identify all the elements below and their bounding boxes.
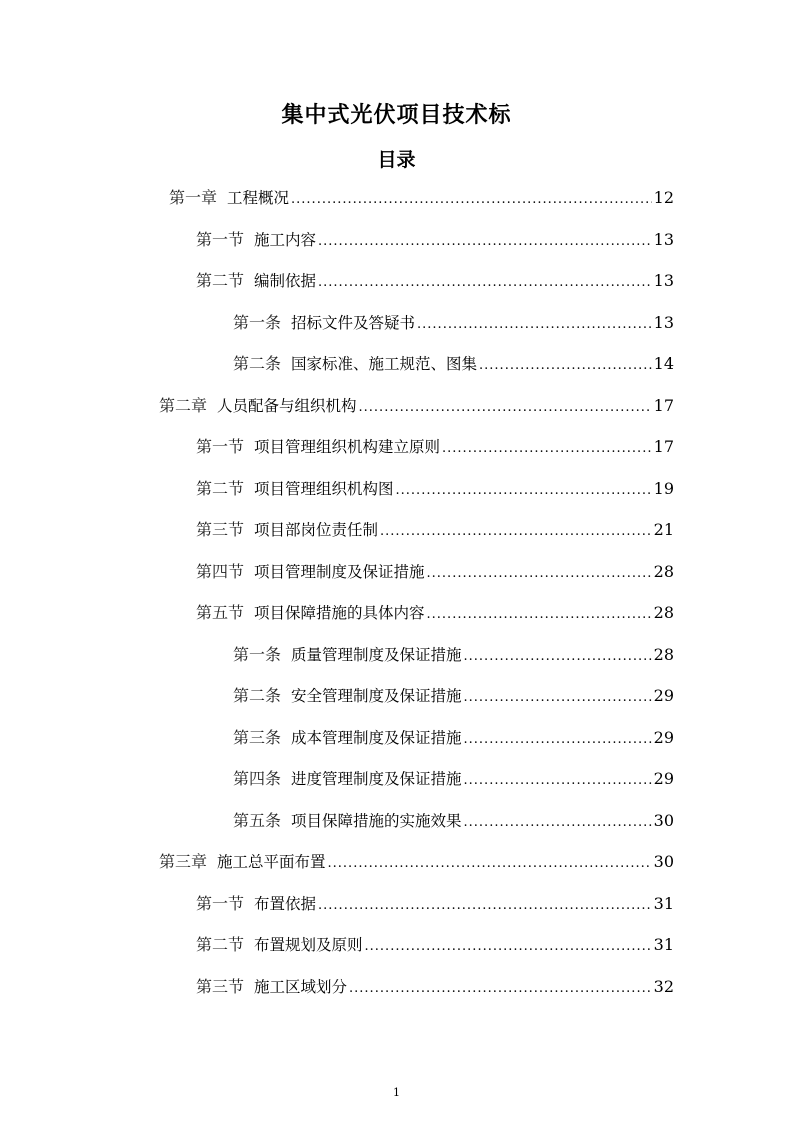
toc-entry-page: 13 — [653, 230, 674, 249]
toc-entry[interactable] — [196, 269, 674, 291]
toc-entry[interactable] — [233, 311, 674, 333]
toc-entry[interactable] — [196, 975, 674, 997]
toc-entry-page: 17 — [653, 437, 674, 456]
toc-leader-dots — [464, 815, 652, 831]
toc-leader-dots — [417, 317, 652, 333]
toc-entry[interactable] — [196, 933, 674, 955]
toc-leader-dots — [291, 192, 652, 208]
toc-entry-page: 29 — [653, 769, 674, 788]
toc-entry-title: 进度管理制度及保证措施 — [291, 770, 462, 788]
toc-entry-number: 第五条 — [233, 811, 282, 830]
toc-entry-number: 第二节 — [196, 935, 245, 954]
toc-leader-dots — [479, 358, 652, 374]
toc-entry[interactable] — [196, 518, 674, 540]
toc-entry-page: 32 — [653, 977, 674, 996]
toc-entry-number: 第二节 — [196, 271, 245, 290]
toc-entry[interactable] — [159, 394, 674, 416]
toc-entry[interactable] — [233, 809, 674, 831]
toc-entry-number: 第二条 — [233, 354, 282, 373]
toc-entry-page: 28 — [653, 562, 674, 581]
toc-entry-title: 质量管理制度及保证措施 — [291, 646, 462, 664]
toc-entry[interactable] — [196, 477, 674, 499]
toc-entry-number: 第一节 — [196, 437, 245, 456]
toc-entry-page: 12 — [653, 188, 674, 207]
toc-entry-page: 28 — [653, 645, 674, 664]
toc-entry-title: 布置依据 — [254, 895, 317, 913]
toc-leader-dots — [464, 773, 652, 789]
toc-entry-title: 招标文件及答疑书 — [291, 314, 416, 332]
page-title: 集中式光伏项目技术标 — [281, 103, 512, 128]
toc-entry[interactable] — [196, 601, 674, 623]
toc-entry-title: 编制依据 — [254, 272, 317, 290]
toc-leader-dots — [427, 566, 652, 582]
toc-entry[interactable] — [233, 352, 674, 374]
toc-entry-number: 第一条 — [233, 645, 282, 664]
toc-entry-page: 28 — [653, 603, 674, 622]
toc-entry-page: 17 — [653, 396, 674, 415]
toc-entry-title: 成本管理制度及保证措施 — [291, 729, 462, 747]
toc-entry-title: 项目管理制度及保证措施 — [254, 563, 425, 581]
toc-leader-dots — [396, 483, 652, 499]
toc-entry-title: 项目管理组织机构图 — [254, 480, 394, 498]
toc-leader-dots — [318, 898, 652, 914]
toc-leader-dots — [359, 400, 652, 416]
toc-entry-number: 第二条 — [233, 686, 282, 705]
toc-entry-page: 13 — [653, 313, 674, 332]
toc-entry[interactable] — [196, 560, 674, 582]
toc-entry-title: 项目保障措施的实施效果 — [291, 812, 462, 830]
toc-entry-page: 14 — [653, 354, 674, 373]
toc-entry-title: 人员配备与组织机构 — [217, 397, 357, 415]
toc-entry[interactable] — [159, 850, 674, 872]
toc-entry-number: 第五节 — [196, 603, 245, 622]
toc-entry-title: 项目管理组织机构建立原则 — [254, 438, 441, 456]
toc-entry-page: 19 — [653, 479, 674, 498]
toc-entry-number: 第三条 — [233, 728, 282, 747]
toc-entry-page: 31 — [653, 935, 674, 954]
toc-entry-title: 施工内容 — [254, 231, 317, 249]
toc-entry-title: 国家标准、施工规范、图集 — [291, 355, 478, 373]
toc-leader-dots — [365, 939, 652, 955]
toc-entry-page: 31 — [653, 894, 674, 913]
toc-entry-title: 安全管理制度及保证措施 — [291, 687, 462, 705]
toc-entry[interactable] — [169, 186, 674, 208]
toc-leader-dots — [318, 234, 652, 250]
toc-entry-number: 第一章 — [169, 188, 218, 207]
toc-heading: 目录 — [377, 149, 416, 171]
toc-entry[interactable] — [233, 643, 674, 665]
toc-entry-number: 第三节 — [196, 520, 245, 539]
toc-entry-title: 工程概况 — [227, 189, 290, 207]
toc-leader-dots — [380, 524, 652, 540]
toc-entry-number: 第三节 — [196, 977, 245, 996]
toc-entry[interactable] — [233, 726, 674, 748]
toc-entry[interactable] — [233, 684, 674, 706]
toc-leader-dots — [328, 856, 652, 872]
toc-leader-dots — [464, 732, 652, 748]
toc-entry-page: 29 — [653, 686, 674, 705]
toc-entry-number: 第二章 — [159, 396, 208, 415]
toc-leader-dots — [442, 441, 652, 457]
toc-entry-page: 21 — [653, 520, 674, 539]
toc-leader-dots — [464, 690, 652, 706]
toc-entry-page: 13 — [653, 271, 674, 290]
toc-entry-number: 第一节 — [196, 230, 245, 249]
toc-leader-dots — [318, 275, 652, 291]
toc-entry-title: 项目部岗位责任制 — [254, 521, 379, 539]
toc-leader-dots — [464, 649, 652, 665]
toc-entry-title: 施工总平面布置 — [217, 853, 326, 871]
toc-entry-page: 30 — [653, 852, 674, 871]
toc-leader-dots — [427, 607, 652, 623]
toc-leader-dots — [349, 981, 652, 997]
toc-entry[interactable] — [196, 892, 674, 914]
toc-entry-number: 第一节 — [196, 894, 245, 913]
toc-entry-title: 施工区域划分 — [254, 978, 348, 996]
toc-entry-number: 第一条 — [233, 313, 282, 332]
toc-entry-title: 布置规划及原则 — [254, 936, 363, 954]
toc-entry-number: 第四条 — [233, 769, 282, 788]
toc-entry-number: 第四节 — [196, 562, 245, 581]
toc-entry-page: 29 — [653, 728, 674, 747]
toc-entry-number: 第二节 — [196, 479, 245, 498]
page-footer-number: 1 — [393, 1086, 400, 1099]
toc-entry[interactable] — [196, 228, 674, 250]
toc-entry[interactable] — [196, 435, 674, 457]
toc-entry-number: 第三章 — [159, 852, 208, 871]
toc-entry[interactable] — [233, 767, 674, 789]
toc-entry-title: 项目保障措施的具体内容 — [254, 604, 425, 622]
toc-entry-page: 30 — [653, 811, 674, 830]
